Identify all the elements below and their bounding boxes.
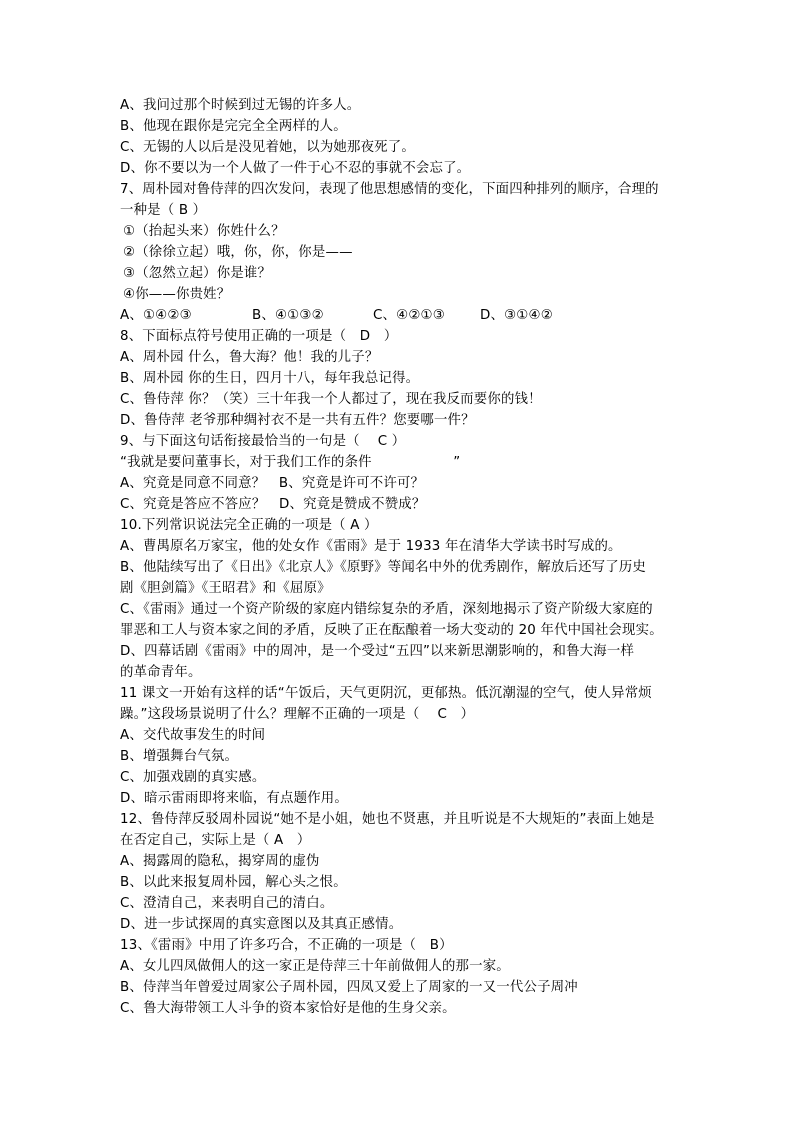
q13-stem: 13、《雷雨》中用了许多巧合，不正确的一项是（ B） — [120, 938, 453, 953]
q12-option-d: D、进一步试探周的真实意图以及其真正感情。 — [120, 917, 403, 932]
q12-option-b: B、以此来报复周朴园，解心头之恨。 — [120, 875, 347, 890]
q10-option-d: D、四幕话剧《雷雨》中的周冲，是一个受过“五四”以来新思潮影响的，和鲁大海一样 — [120, 644, 635, 659]
q7-item-4: ④你——你贵姓？ — [123, 287, 231, 302]
q12-option-a: A、揭露周的隐私，揭穿周的虚伪 — [120, 854, 320, 869]
q11-option-c: C、加强戏剧的真实感。 — [120, 770, 266, 785]
q12-option-c: C、澄清自己，来表明自己的清白。 — [120, 896, 334, 911]
q11-stem: 11 课文一开始有这样的话“午饭后，天气更阴沉，更郁热。低沉潮湿的空气，使人异常烦 — [120, 686, 652, 701]
q7-options — [120, 306, 553, 326]
q7-option-b: B、④①③② — [252, 308, 324, 323]
q6-option-d: D、你不要以为一个人做了一件于心不忍的事就不会忘了。 — [120, 161, 471, 176]
q12-stem: 12、鲁侍萍反驳周朴园说“她不是小姐，她也不贤惠，并且听说是不大规矩的”表面上她是 — [120, 812, 655, 827]
q10-option-c: C、《雷雨》通过一个资产阶级的家庭内错综复杂的矛盾，深刻地揭示了资产阶级大家庭的 — [120, 602, 653, 617]
q9-options-cd: C、究竟是答应不答应？ D、究竟是赞成不赞成？ — [120, 497, 426, 512]
q11-option-b: B、增强舞台气氛。 — [120, 749, 239, 764]
q12-stem-cont: 在否定自己，实际上是（ A ） — [120, 833, 311, 848]
q7-option-c: C、④②①③ — [373, 308, 445, 323]
q7-option-d: D、③①④② — [480, 308, 553, 323]
q10-stem: 10.下列常识说法完全正确的一项是（ A ） — [120, 518, 378, 533]
q7-option-a: A、①④②③ — [120, 308, 192, 323]
q10-option-a: A、曹禺原名万家宝，他的处女作《雷雨》是于 1933 年在清华大学读书时写成的。 — [120, 539, 622, 554]
q9-stem: 9、与下面这句话衔接最恰当的一句是（ C ） — [120, 434, 406, 449]
q8-option-d: D、鲁侍萍 老爷那种绸衬衣不是一共有五件？您要哪一件？ — [120, 413, 475, 428]
q11-stem-cont: 躁。”这段场景说明了什么？理解不正确的一项是（ C ） — [120, 707, 475, 722]
q8-stem: 8、下面标点符号使用正确的一项是（ D ） — [120, 329, 398, 344]
q7-item-1: ①（抬起头来）你姓什么？ — [123, 224, 285, 239]
q7-stem: 7、周朴园对鲁侍萍的四次发问，表现了他思想感情的变化，下面四种排列的顺序，合理的 — [120, 182, 659, 197]
q9-quote: “我就是要问董事长，对于我们工作的条件 ” — [120, 455, 461, 470]
q10-option-b: B、他陆续写出了《日出》《北京人》《原野》等闻名中外的优秀剧作，解放后还写了历史 — [120, 560, 647, 575]
q7-item-2: ②（徐徐立起）哦，你，你，你是—— — [123, 245, 353, 260]
q8-option-b: B、周朴园 你的生日，四月十八，每年我总记得。 — [120, 371, 420, 386]
q10-option-c-cont: 罪恶和工人与资本家之间的矛盾，反映了正在酝酿着一场大变动的 20 年代中国社会现实。 — [120, 623, 663, 638]
q13-option-c: C、鲁大海带领工人斗争的资本家恰好是他的生身父亲。 — [120, 1001, 456, 1016]
q6-option-c: C、无锡的人以后是没见着她，以为她那夜死了。 — [120, 140, 415, 155]
q8-option-a: A、周朴园 什么，鲁大海？他！我的儿子？ — [120, 350, 379, 365]
q10-option-b-cont: 剧《胆剑篇》《王昭君》和《屈原》 — [120, 581, 331, 596]
q11-option-d: D、暗示雷雨即将来临，有点题作用。 — [120, 791, 348, 806]
q9-options-ab: A、究竟是同意不同意？ B、究竟是许可不许可？ — [120, 476, 425, 491]
q13-option-b: B、侍萍当年曾爱过周家公子周朴园，四凤又爱上了周家的一又一代公子周冲 — [120, 980, 578, 995]
q6-option-b: B、他现在跟你是完完全全两样的人。 — [120, 119, 347, 134]
q6-option-a: A、我问过那个时候到过无锡的许多人。 — [120, 98, 361, 113]
q13-option-a: A、女儿四凤做佣人的这一家正是侍萍三十年前做佣人的那一家。 — [120, 959, 510, 974]
q7-item-3: ③（忽然立起）你是谁？ — [123, 266, 272, 281]
q7-stem-cont: 一种是（ B ） — [120, 203, 207, 218]
q8-option-c: C、鲁侍萍 你？（笑）三十年我一个人都过了，现在我反而要你的钱！ — [120, 392, 542, 407]
q11-option-a: A、交代故事发生的时间 — [120, 728, 266, 743]
q10-option-d-cont: 的革命青年。 — [120, 665, 202, 680]
